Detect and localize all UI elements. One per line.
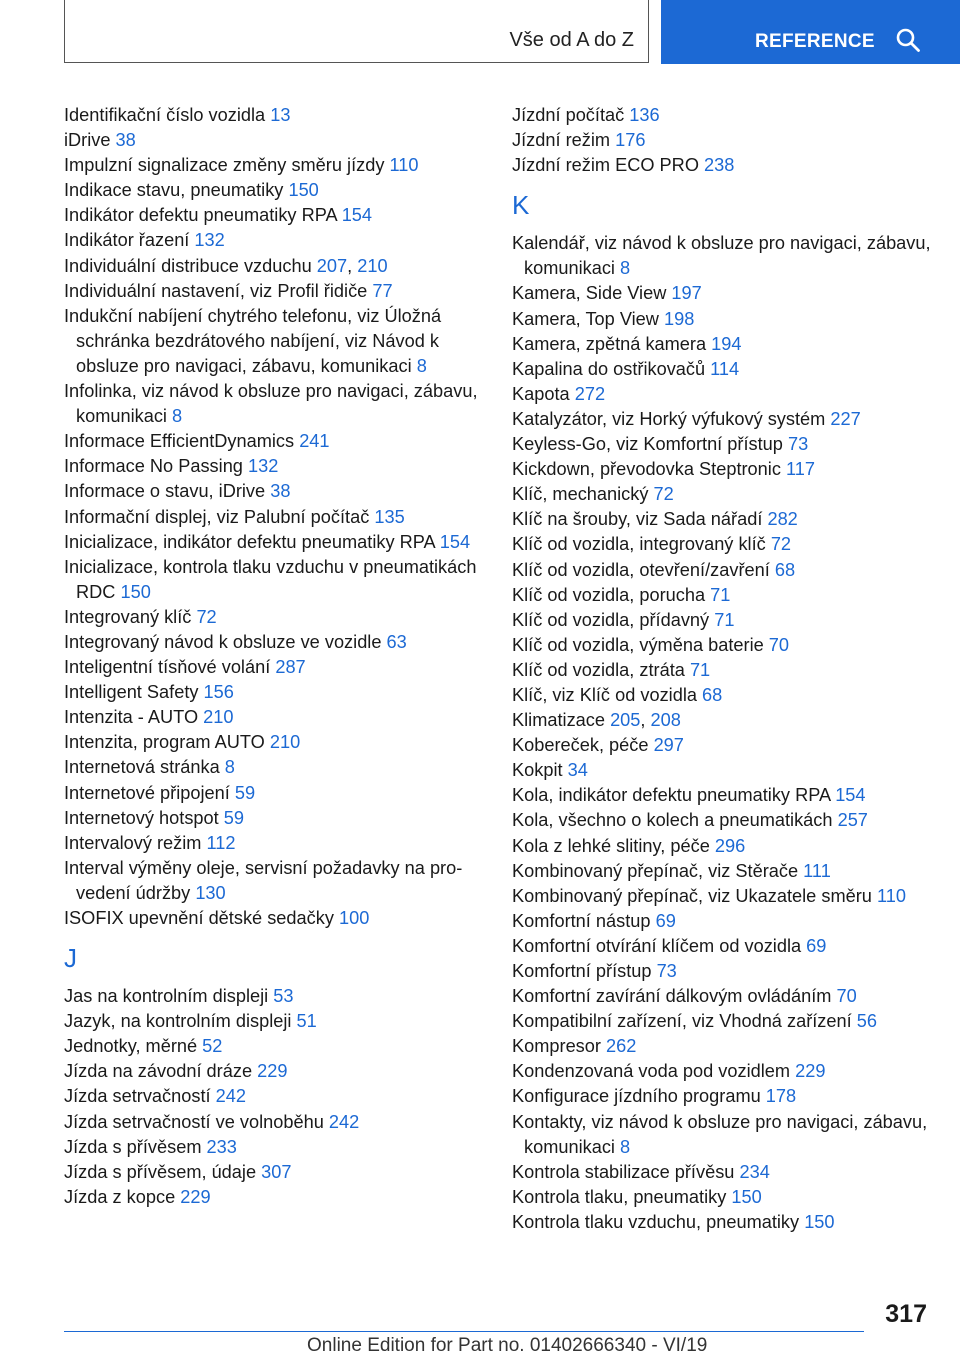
index-entry-term: Indikátor řazení — [64, 230, 190, 251]
index-entry-term: Kontrola tlaku, pneumatiky — [512, 1186, 727, 1207]
index-entry — [64, 153, 484, 178]
page-link[interactable]: 234 — [739, 1161, 770, 1182]
index-entry-term: Informační displej, viz Palubní počítač — [64, 506, 370, 527]
index-entry-term: Kontrola tlaku vzduchu, pneumatiky — [512, 1211, 800, 1232]
page-link[interactable]: 205 — [610, 710, 641, 731]
page-link[interactable]: 70 — [768, 634, 790, 655]
page-link[interactable]: 257 — [837, 810, 868, 831]
page-link[interactable]: 8 — [416, 355, 427, 376]
index-entry-term: Kickdown, převodovka Steptronic — [512, 459, 781, 480]
page-link[interactable]: 233 — [206, 1136, 237, 1157]
index-entry-term: Konfigurace jízdního programu — [512, 1086, 761, 1107]
index-entry-term: Indikátor defektu pneumatiky RPA — [64, 205, 337, 226]
index-entry-term: Impulzní signalizace změny směru jízdy — [64, 155, 385, 176]
chapter-title: REFERENCE — [755, 31, 875, 52]
index-entry-term: Klíč od vozidla, otevření/zavření — [512, 559, 770, 580]
page-link[interactable]: 38 — [115, 130, 136, 151]
page-link[interactable]: 68 — [774, 559, 796, 580]
index-entry-term: Klíč, mechanický — [512, 484, 649, 505]
index-entry-term: Jízda s přívěsem — [64, 1136, 202, 1157]
index-entry-term: Klimatizace — [512, 710, 605, 731]
index-entry — [512, 482, 932, 507]
index-entry-term: Jazyk, na kontrolním displeji — [64, 1011, 292, 1032]
page-link[interactable]: 51 — [296, 1011, 317, 1032]
index-entry — [64, 1059, 484, 1084]
index-entry — [512, 103, 932, 128]
index-entry-term: Jízda s přívěsem, údaje — [64, 1161, 257, 1182]
index-entry — [64, 1009, 484, 1034]
page-link[interactable]: 154 — [439, 531, 471, 552]
page-link[interactable]: 150 — [731, 1186, 762, 1207]
index-entry-term: Identifikační číslo vozidla — [64, 105, 266, 125]
page-link[interactable]: 207 — [316, 255, 348, 276]
index-entry-term: Internetový hotspot — [64, 807, 219, 828]
index-entry — [512, 934, 932, 959]
section-title: Vše od A do Z — [509, 29, 634, 51]
index-entry-term: Jízdní režim ECO PRO — [512, 155, 699, 176]
index-entry — [64, 1084, 484, 1109]
index-entry-term: Kamera, Top View — [512, 308, 659, 329]
index-entry-term: Inicializace, indikátor defektu pneumatiky RPA — [64, 531, 435, 552]
index-entry-term: Integrovaný návod k obsluze ve vozidle — [64, 631, 382, 652]
index-entry — [64, 128, 484, 153]
index-entry — [512, 834, 932, 859]
index-entry-term: Kompresor — [512, 1036, 601, 1057]
index-entry — [64, 304, 484, 379]
index-entry — [64, 555, 484, 605]
index-entry-term: Kapalina do ostřikovačů — [512, 358, 706, 379]
page-link[interactable]: 59 — [223, 807, 244, 828]
page-link[interactable]: 282 — [767, 509, 798, 530]
index-entry: Individuální distribuce vzduchu 207, 210 — [64, 255, 388, 276]
index-entry — [64, 379, 484, 429]
page-link[interactable]: 8 — [224, 757, 235, 778]
index-entry-term: Intelligent Safety — [64, 682, 199, 703]
page-link[interactable]: 307 — [261, 1161, 292, 1182]
page-link[interactable]: 194 — [711, 333, 742, 354]
page-link[interactable]: 210 — [203, 707, 234, 728]
page-link[interactable]: 154 — [835, 785, 866, 806]
page-link[interactable]: 71 — [710, 584, 731, 605]
index-entry — [64, 178, 484, 203]
index-entry — [512, 1210, 932, 1235]
page-link[interactable]: 210 — [269, 732, 301, 753]
page-link[interactable]: 227 — [830, 408, 861, 429]
index-entry-term: Komfortní nástup — [512, 910, 651, 931]
index-entry-term: Kola z lehké slitiny, péče — [512, 835, 710, 856]
index-entry-term: Kontrola stabilizace přívěsu — [512, 1161, 735, 1182]
index-entry-term: Kamera, zpětná kamera — [512, 333, 707, 354]
section-tab[interactable] — [64, 0, 649, 63]
page-link[interactable]: 197 — [671, 283, 702, 304]
index-entry — [512, 959, 932, 984]
page-link[interactable]: 296 — [714, 835, 746, 856]
page-link[interactable]: 198 — [664, 308, 695, 329]
page-link[interactable]: 59 — [234, 782, 256, 803]
index-entry — [512, 984, 932, 1009]
index-entry — [512, 1185, 932, 1210]
index-entry — [512, 558, 932, 583]
index-entry-term: Kalendář, viz návod k obsluze pro navigaci, zábavu, komunikaci — [512, 233, 931, 279]
index-entry-term: Informace EfficientDynamics — [64, 431, 295, 452]
index-entry-term: Infolinka, viz návod k obsluze pro navigaci, zábavu, komunikaci — [64, 381, 478, 427]
page-link[interactable]: 154 — [341, 205, 373, 226]
index-entry — [512, 332, 932, 357]
index-entry — [64, 680, 484, 705]
index-entry-term: Jízda setrvačností ve volnoběhu — [64, 1111, 324, 1132]
index-entry — [512, 507, 932, 532]
index-entry — [64, 530, 484, 555]
page-link[interactable]: 238 — [704, 155, 735, 176]
index-entry-term: Intenzita, program AUTO — [64, 732, 265, 753]
index-entry-term: Internetová stránka — [64, 757, 220, 778]
index-entry — [64, 806, 484, 831]
index-entry-term: Informace o stavu, iDrive — [64, 481, 266, 502]
index-entry — [64, 781, 484, 806]
page-link[interactable]: 72 — [196, 606, 217, 627]
index-letter-heading: K — [512, 190, 530, 221]
index-entry — [64, 103, 484, 128]
index-entry-term: Inteligentní tísňové volání — [64, 657, 271, 678]
index-entry — [64, 505, 484, 530]
index-entry-term: Klíč od vozidla, porucha — [512, 584, 706, 605]
page-link[interactable]: 111 — [803, 860, 831, 881]
index-entry — [64, 984, 484, 1009]
index-entry — [64, 605, 484, 630]
page-link[interactable]: 71 — [714, 609, 735, 630]
page-link[interactable]: 34 — [567, 760, 588, 781]
index-entry — [512, 1034, 932, 1059]
index-entry — [512, 683, 932, 708]
index-column-left — [64, 103, 484, 1210]
index-entry: Klimatizace 205, 208 — [512, 710, 681, 731]
index-entry — [512, 783, 932, 808]
page-link[interactable]: 156 — [203, 682, 234, 703]
index-entry-term: Jízdní počítač — [512, 105, 625, 125]
index-entry-term: Inicializace, kontrola tlaku vzduchu v pneumatikách RDC — [64, 556, 477, 602]
index-entry-term: Intervalový režim — [64, 832, 202, 853]
page-link[interactable]: 132 — [248, 456, 279, 477]
index-entry-term: Kola, indikátor defektu pneumatiky RPA — [512, 785, 831, 806]
index-entry-term: Informace No Passing — [64, 456, 243, 477]
page-link[interactable]: 150 — [288, 180, 319, 201]
page-link[interactable]: 13 — [270, 105, 291, 125]
index-entry — [64, 730, 484, 755]
index-entry-term: Kokpit — [512, 760, 563, 781]
index-entry — [64, 856, 484, 906]
reference-tab[interactable] — [661, 0, 960, 64]
page-link[interactable]: 71 — [689, 659, 711, 680]
index-entry — [64, 1034, 484, 1059]
index-entry-term: Jízda z kopce — [64, 1186, 176, 1207]
page-link[interactable]: 73 — [656, 961, 677, 981]
index-entry-term: Klíč na šrouby, viz Sada nářadí — [512, 509, 763, 530]
index-entry — [64, 279, 484, 304]
page-link[interactable]: 53 — [273, 986, 294, 1007]
page-link[interactable]: 272 — [574, 383, 606, 404]
index-entry — [512, 608, 932, 633]
index-entry — [512, 1059, 932, 1084]
index-entry-term: Kobereček, péče — [512, 735, 649, 756]
index-entry — [512, 658, 932, 683]
page-link[interactable]: 178 — [765, 1086, 797, 1107]
index-entry — [64, 705, 484, 730]
index-entry-term: Jas na kontrolním displeji — [64, 986, 269, 1007]
index-entry — [512, 808, 932, 833]
page-link[interactable]: 68 — [702, 684, 723, 705]
index-entry-term: Kamera, Side View — [512, 283, 667, 304]
index-entry-term: Individuální nastavení, viz Profil řidiče — [64, 280, 368, 301]
index-entry — [512, 357, 932, 382]
index-entry-term: Keyless-Go, viz Komfortní přístup — [512, 434, 783, 455]
index-entry-term: Komfortní zavírání dálkovým ovládáním — [512, 986, 832, 1007]
page-link[interactable]: 8 — [620, 258, 631, 279]
page-link[interactable]: 73 — [787, 434, 809, 455]
index-entry — [512, 281, 932, 306]
index-entry — [64, 655, 484, 680]
index-entry — [512, 457, 932, 482]
index-entry — [64, 228, 484, 253]
index-entry — [512, 153, 932, 178]
page-link[interactable]: 242 — [328, 1111, 360, 1132]
page-link[interactable]: 150 — [120, 581, 151, 602]
page-link[interactable]: 136 — [629, 105, 660, 125]
index-entry — [64, 429, 484, 454]
page-link[interactable]: 63 — [386, 631, 407, 652]
index-entry-term: Kapota — [512, 383, 570, 404]
index-entry-term: Jízda setrvačností — [64, 1086, 211, 1107]
index-entry-term: Katalyzátor, viz Horký výfukový systém — [512, 408, 826, 429]
index-entry — [512, 633, 932, 658]
index-entry — [512, 1009, 932, 1034]
index-entry — [512, 1084, 932, 1109]
page-link[interactable]: 262 — [606, 1036, 637, 1057]
page-number: 317 — [885, 1300, 927, 1328]
index-entry — [512, 733, 932, 758]
page-link[interactable]: 287 — [275, 657, 306, 678]
index-entry-term: Komfortní přístup — [512, 961, 652, 981]
index-entry-term: Klíč od vozidla, přídavný — [512, 609, 710, 630]
index-entry-term: Kondenzovaná voda pod vozidlem — [512, 1061, 791, 1082]
index-entry-term: Jízdní režim — [512, 130, 611, 151]
index-entry — [64, 1135, 484, 1160]
page-link[interactable]: 150 — [804, 1211, 835, 1232]
index-entry-term: Klíč od vozidla, integrovaný klíč — [512, 534, 766, 555]
index-entry — [512, 1110, 932, 1160]
index-entry-term: Komfortní otvírání klíčem od vozidla — [512, 935, 802, 956]
index-entry — [64, 454, 484, 479]
page-link[interactable]: 135 — [374, 506, 405, 527]
index-entry — [64, 203, 484, 228]
page-link[interactable]: 38 — [270, 481, 291, 502]
index-entry — [512, 407, 932, 432]
page-link[interactable]: 100 — [339, 908, 370, 928]
index-entry-term: ISOFIX upevnění dětské sedačky — [64, 908, 334, 928]
index-entry — [64, 906, 484, 931]
index-letter-heading: J — [64, 943, 77, 974]
index-entry-term: Indikace stavu, pneumatiky — [64, 180, 284, 201]
page-link[interactable]: 117 — [785, 459, 815, 480]
page-link[interactable]: 229 — [180, 1186, 211, 1207]
index-entry — [512, 1160, 932, 1185]
index-entry-term: Klíč od vozidla, výměna baterie — [512, 634, 764, 655]
index-entry-term: Klíč od vozidla, ztráta — [512, 659, 685, 680]
page-link[interactable]: 72 — [653, 484, 674, 505]
page-link[interactable]: 229 — [795, 1061, 826, 1082]
index-entry — [512, 583, 932, 608]
page-link[interactable]: 210 — [357, 255, 388, 276]
index-entry — [64, 831, 484, 856]
page-link[interactable]: 130 — [195, 882, 226, 903]
index-column-right — [512, 103, 932, 1235]
index-entry-term: Kombinovaný přepínač, viz Stěrače — [512, 860, 799, 881]
index-entry — [64, 1185, 484, 1210]
page-link[interactable]: 77 — [372, 280, 393, 301]
index-entry — [512, 532, 932, 557]
index-entry-term: Kompatibilní zařízení, viz Vhodná zařízení — [512, 1011, 852, 1032]
index-entry — [64, 755, 484, 780]
index-entry-term: Integrovaný klíč — [64, 606, 192, 627]
page-link[interactable]: 69 — [655, 910, 676, 931]
index-entry-term: Jízda na závodní dráze — [64, 1061, 253, 1082]
index-entry — [512, 231, 932, 281]
index-entry — [512, 128, 932, 153]
index-entry-term: Kontakty, viz návod k obsluze pro navigaci, zábavu, komunikaci — [512, 1111, 928, 1157]
index-entry-term: iDrive — [64, 130, 111, 151]
page-link[interactable]: 241 — [299, 431, 330, 452]
page-link[interactable]: 69 — [806, 935, 827, 956]
search-icon[interactable] — [895, 27, 921, 53]
footer-divider — [64, 1331, 864, 1332]
page-link[interactable]: 110 — [876, 885, 906, 906]
index-entry-term: Kombinovaný přepínač, viz Ukazatele směru — [512, 885, 872, 906]
page-link[interactable]: 110 — [389, 155, 419, 176]
page-link[interactable]: 176 — [615, 130, 646, 151]
footer-edition: Online Edition for Part no. 01402666340 - VI/19 — [307, 1335, 708, 1356]
page-link[interactable]: 70 — [836, 986, 857, 1007]
index-entry — [512, 909, 932, 934]
index-entry — [512, 859, 932, 884]
index-entry — [64, 479, 484, 504]
page-link[interactable]: 8 — [172, 406, 183, 427]
page-link[interactable]: 242 — [215, 1086, 246, 1107]
index-entry-term: Individuální distribuce vzduchu — [64, 255, 312, 276]
index-entry — [64, 630, 484, 655]
page-link[interactable]: 297 — [653, 735, 684, 756]
index-entry-term: Indukční nabíjení chytrého telefonu, viz Úložná schránka bezdrátového nabíjení, viz Návod k obsluze pro navigaci, zábavu, komunikaci — [64, 305, 442, 376]
index-entry — [512, 432, 932, 457]
index-entry — [512, 382, 932, 407]
page-link[interactable]: 208 — [650, 710, 681, 731]
page-link[interactable]: 56 — [856, 1011, 877, 1032]
page-link[interactable]: 229 — [257, 1061, 288, 1082]
page-link[interactable]: 112 — [206, 832, 236, 853]
page-link[interactable]: 114 — [710, 358, 740, 379]
index-entry-term: Intenzita - AUTO — [64, 707, 199, 728]
page-link[interactable]: 8 — [620, 1136, 631, 1157]
index-entry-term: Jednotky, měrné — [64, 1036, 198, 1057]
index-entry-term: Klíč, viz Klíč od vozidla — [512, 684, 697, 705]
index-entry — [512, 307, 932, 332]
page-link[interactable]: 132 — [194, 230, 225, 251]
page-link[interactable]: 52 — [202, 1036, 223, 1057]
index-entry-term: Kola, všechno o kolech a pneumatikách — [512, 810, 833, 831]
index-entry — [512, 884, 932, 909]
index-entry — [512, 758, 932, 783]
index-entry-term: Interval výměny oleje, servisní požadavky na provedení údržby — [64, 857, 463, 903]
index-entry — [64, 1160, 484, 1185]
page-header — [0, 0, 960, 66]
page-link[interactable]: 72 — [770, 534, 792, 555]
index-entry — [64, 1110, 484, 1135]
index-entry-term: Internetové připojení — [64, 782, 230, 803]
